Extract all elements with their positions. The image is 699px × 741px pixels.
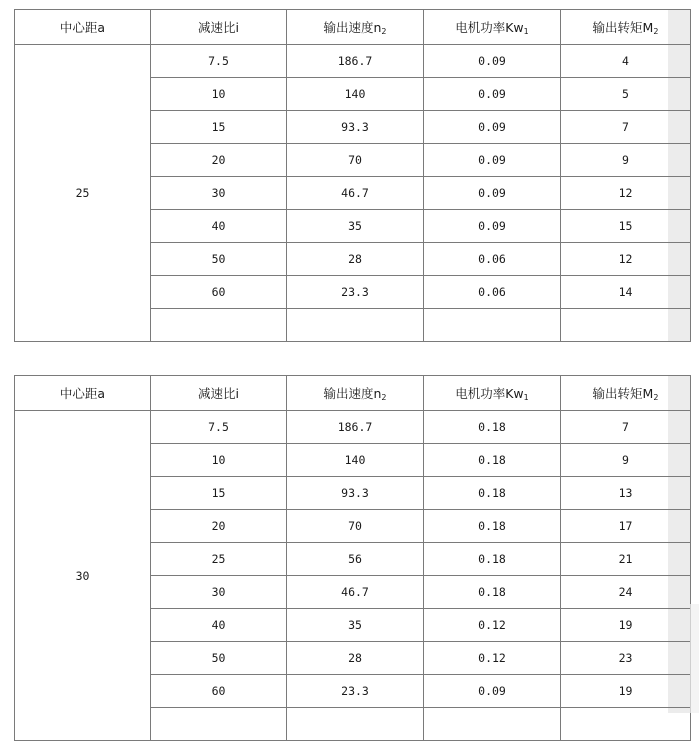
table-row — [15, 45, 691, 78]
ratio-cell: 15 — [151, 111, 287, 144]
power-cell: 0.18 — [424, 477, 561, 510]
table-header-row — [15, 376, 691, 411]
table-body — [15, 45, 691, 342]
power-cell: 0.09 — [424, 144, 561, 177]
spec-table-30 — [14, 375, 691, 741]
torque-cell: 23 — [561, 642, 691, 675]
power-cell: 0.18 — [424, 576, 561, 609]
header-motor-power: 电机功率$Kw_1$ — [424, 376, 561, 411]
ratio-cell: 25 — [151, 543, 287, 576]
header-output-torque: 输出转矩$M_2$ — [561, 10, 691, 45]
ratio-cell: 7.5 — [151, 411, 287, 444]
power-cell: 0.09 — [424, 177, 561, 210]
center-distance-cell: 30 — [15, 411, 151, 741]
torque-cell: 21 — [561, 543, 691, 576]
speed-cell: 140 — [287, 444, 424, 477]
ratio-cell: 10 — [151, 444, 287, 477]
torque-cell: 5 — [561, 78, 691, 111]
table-body — [15, 411, 691, 741]
torque-cell: 24 — [561, 576, 691, 609]
speed-cell: 46.7 — [287, 576, 424, 609]
speed-cell — [287, 309, 424, 342]
table-row — [15, 411, 691, 444]
torque-cell: 9 — [561, 144, 691, 177]
ratio-cell — [151, 708, 287, 741]
vertical-scrollbar[interactable] — [690, 604, 699, 713]
ratio-cell — [151, 309, 287, 342]
power-cell: 0.18 — [424, 444, 561, 477]
power-cell — [424, 708, 561, 741]
torque-cell: 12 — [561, 243, 691, 276]
center-distance-cell: 25 — [15, 45, 151, 342]
ratio-cell: 60 — [151, 675, 287, 708]
torque-cell: 19 — [561, 609, 691, 642]
speed-cell: 35 — [287, 210, 424, 243]
torque-cell: 19 — [561, 675, 691, 708]
speed-cell: 46.7 — [287, 177, 424, 210]
speed-cell: 70 — [287, 144, 424, 177]
ratio-cell: 20 — [151, 144, 287, 177]
ratio-cell: 50 — [151, 642, 287, 675]
ratio-cell: 30 — [151, 576, 287, 609]
power-cell — [424, 309, 561, 342]
power-cell: 0.12 — [424, 609, 561, 642]
header-ratio: 减速比i — [151, 376, 287, 411]
power-cell: 0.09 — [424, 111, 561, 144]
power-cell: 0.09 — [424, 78, 561, 111]
ratio-cell: 7.5 — [151, 45, 287, 78]
header-output-torque: 输出转矩$M_2$ — [561, 376, 691, 411]
ratio-cell: 10 — [151, 78, 287, 111]
speed-cell: 93.3 — [287, 477, 424, 510]
speed-cell: 56 — [287, 543, 424, 576]
torque-cell: 13 — [561, 477, 691, 510]
speed-cell: 28 — [287, 243, 424, 276]
header-ratio: 减速比i — [151, 10, 287, 45]
torque-cell: 4 — [561, 45, 691, 78]
torque-cell: 12 — [561, 177, 691, 210]
ratio-cell: 60 — [151, 276, 287, 309]
speed-cell: 93.3 — [287, 111, 424, 144]
ratio-cell: 50 — [151, 243, 287, 276]
speed-cell: 35 — [287, 609, 424, 642]
ratio-cell: 15 — [151, 477, 287, 510]
torque-cell: 9 — [561, 444, 691, 477]
torque-cell — [561, 708, 691, 741]
header-center-distance: 中心距a — [15, 10, 151, 45]
speed-cell: 28 — [287, 642, 424, 675]
speed-cell: 186.7 — [287, 411, 424, 444]
torque-cell: 7 — [561, 111, 691, 144]
power-cell: 0.06 — [424, 243, 561, 276]
torque-cell: 15 — [561, 210, 691, 243]
speed-cell: 140 — [287, 78, 424, 111]
spec-table-25 — [14, 9, 691, 342]
power-cell: 0.18 — [424, 543, 561, 576]
ratio-cell: 40 — [151, 210, 287, 243]
speed-cell — [287, 708, 424, 741]
speed-cell: 70 — [287, 510, 424, 543]
torque-cell: 17 — [561, 510, 691, 543]
power-cell: 0.09 — [424, 210, 561, 243]
ratio-cell: 20 — [151, 510, 287, 543]
header-output-speed: 输出速度$n_2$ — [287, 10, 424, 45]
power-cell: 0.12 — [424, 642, 561, 675]
power-cell: 0.09 — [424, 675, 561, 708]
torque-cell — [561, 309, 691, 342]
speed-cell: 23.3 — [287, 276, 424, 309]
header-center-distance: 中心距a — [15, 376, 151, 411]
ratio-cell: 40 — [151, 609, 287, 642]
power-cell: 0.06 — [424, 276, 561, 309]
speed-cell: 23.3 — [287, 675, 424, 708]
header-output-speed: 输出速度$n_2$ — [287, 376, 424, 411]
torque-cell: 7 — [561, 411, 691, 444]
table-header-row — [15, 10, 691, 45]
torque-cell: 14 — [561, 276, 691, 309]
power-cell: 0.09 — [424, 45, 561, 78]
ratio-cell: 30 — [151, 177, 287, 210]
speed-cell: 186.7 — [287, 45, 424, 78]
power-cell: 0.18 — [424, 411, 561, 444]
power-cell: 0.18 — [424, 510, 561, 543]
header-motor-power: 电机功率$Kw_1$ — [424, 10, 561, 45]
